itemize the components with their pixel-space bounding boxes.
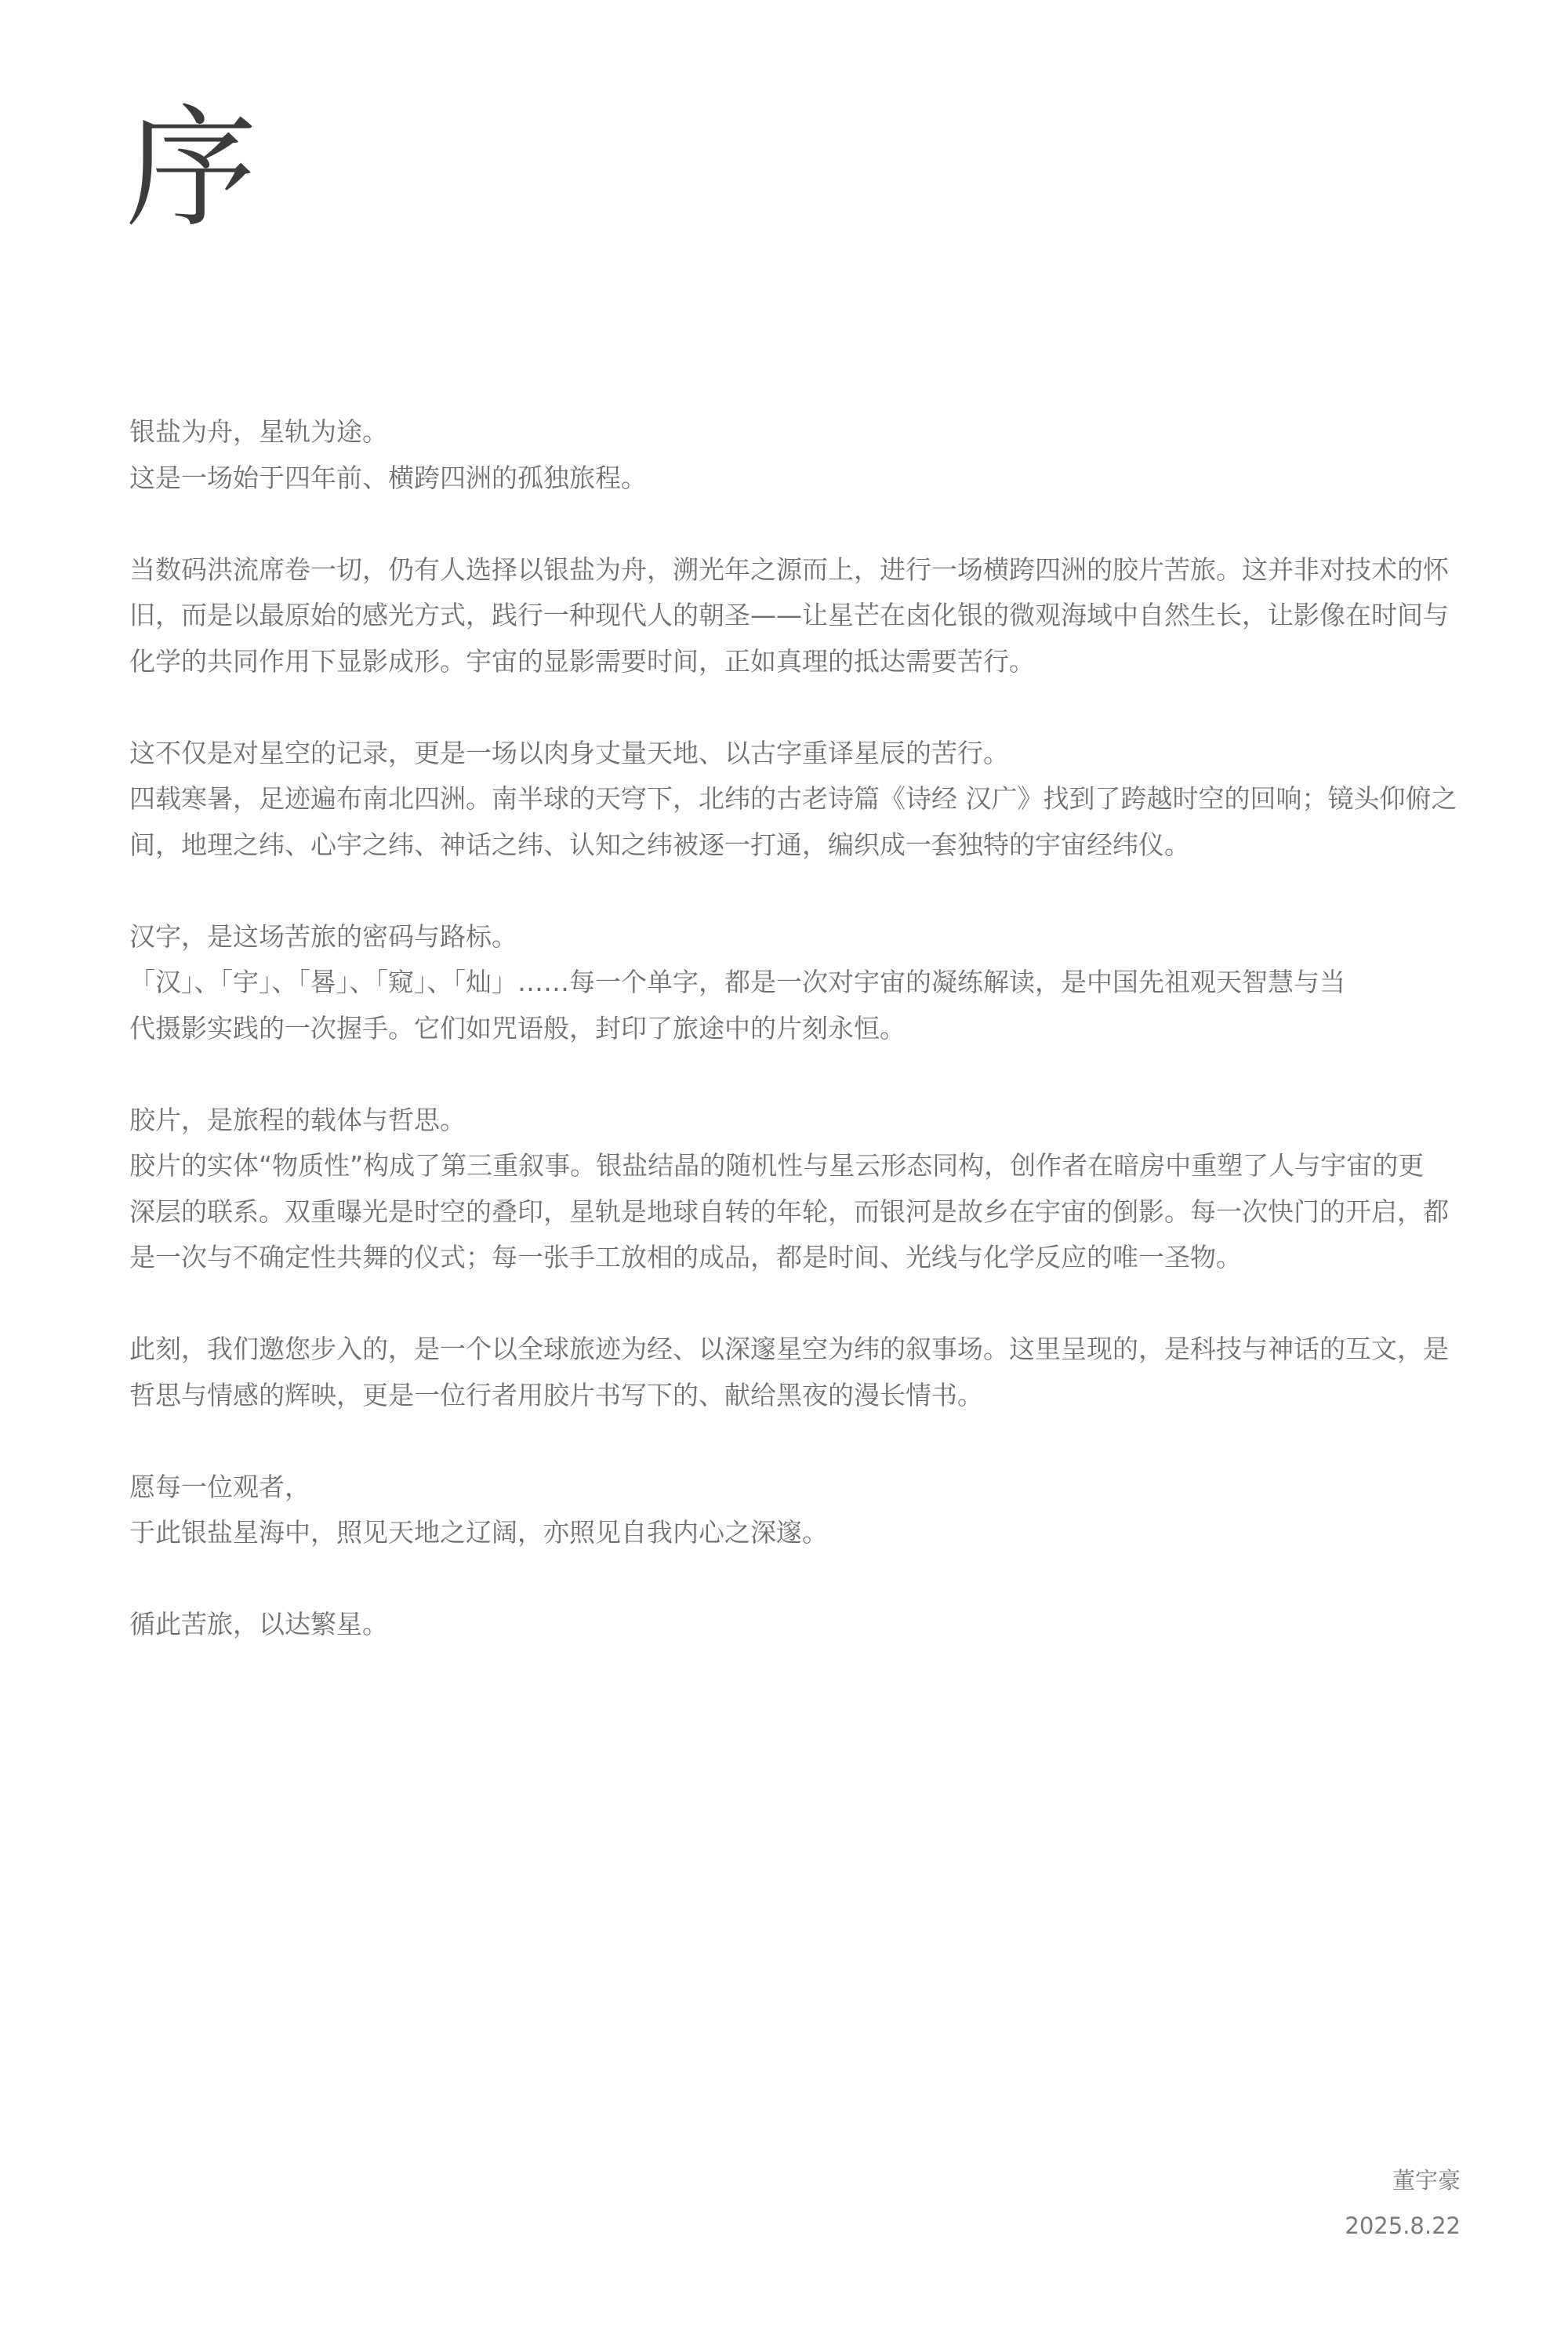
body-line: 这是一场始于四年前、横跨四洲的孤独旅程。 [129, 462, 647, 493]
body-line: 「汉」、「宇」、「晷」、「窥」、「灿」……每一个单字，都是一次对宇宙的凝练解读，是中国先祖观天智慧与当 [129, 967, 1345, 997]
author-name: 董宇豪 [1392, 2167, 1461, 2194]
body-line: 间，地理之纬、心宇之纬、神话之纬、认知之纬被逐一打通，编织成一套独特的宇宙经纬仪。 [129, 829, 1190, 860]
paragraph-gap [129, 1556, 1462, 1602]
paragraph-gap [129, 1281, 1462, 1327]
paragraph-gap [129, 1418, 1462, 1465]
signature-date: 2025.8.22 [1345, 2212, 1461, 2239]
body-line: 当数码洪流席卷一切，仍有人选择以银盐为舟，溯光年之源而上，进行一场横跨四洲的胶片苦旅。这并非对技术的怀 [129, 554, 1449, 585]
body-line: 代摄影实践的一次握手。它们如咒语般，封印了旅途中的片刻永恒。 [129, 1012, 906, 1044]
body-line: 是一次与不确定性共舞的仪式；每一张手工放相的成品，都是时间、光线与化学反应的唯一圣物。 [129, 1242, 1242, 1272]
page-title: 序 [125, 92, 257, 245]
body-line: 哲思与情感的辉映，更是一位行者用胶片书写下的、献给黑夜的漫长情书。 [129, 1379, 983, 1410]
body-line: 愿每一位观者， [129, 1471, 310, 1502]
body-line: 银盐为舟，星轨为途。 [129, 416, 388, 447]
body-line: 于此银盐星海中，照见天地之辽阔，亦照见自我内心之深邃。 [129, 1517, 828, 1548]
paragraph-gap [129, 1051, 1462, 1098]
signature-block [1345, 2158, 1461, 2249]
paragraph-gap [129, 501, 1462, 547]
body-line: 汉字，是这场苦旅的密码与路标。 [129, 920, 517, 952]
paragraph-gap [129, 868, 1462, 914]
preface-body [129, 409, 1462, 1648]
body-line: 循此苦旅，以达繁星。 [129, 1609, 388, 1639]
paragraph-gap [129, 684, 1462, 731]
body-line: 这不仅是对星空的记录，更是一场以肉身丈量天地、以古字重译星辰的苦行。 [129, 737, 1009, 768]
body-line: 深层的联系。双重曝光是时空的叠印，星轨是地球自转的年轮，而银河是故乡在宇宙的倒影。每一次快门的开启，都 [129, 1196, 1449, 1227]
body-line: 此刻，我们邀您步入的，是一个以全球旅迹为经、以深邃星空为纬的叙事场。这里呈现的，是科技与神话的互文，是 [129, 1334, 1449, 1364]
body-line: 化学的共同作用下显影成形。宇宙的显影需要时间，正如真理的抵达需要苦行。 [129, 645, 1035, 677]
body-line: 胶片的实体“物质性”构成了第三重叙事。银盐结晶的随机性与星云形态同构，创作者在暗房中重塑了人与宇宙的更 [129, 1150, 1425, 1181]
body-line: 旧，而是以最原始的感光方式，践行一种现代人的朝圣——让星芒在卤化银的微观海域中自然生长，让影像在时间与 [129, 600, 1449, 630]
body-line: 胶片，是旅程的载体与哲思。 [129, 1104, 466, 1135]
body-line: 四载寒暑，足迹遍布南北四洲。南半球的天穹下，北纬的古老诗篇《诗经 汉广》找到了跨越时空的回响；镜头仰俯之 [129, 783, 1457, 814]
